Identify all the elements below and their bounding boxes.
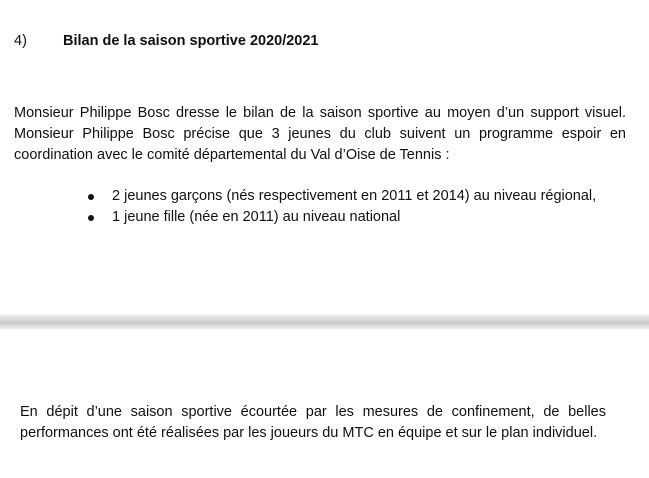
bullet-icon bbox=[88, 194, 94, 200]
paragraph-line: performances ont été réalisées par les joueurs du MTC en équipe et sur le plan individuel. bbox=[20, 425, 598, 441]
paragraph-line: Monsieur Philippe Bosc précise que 3 jeunes du club suivent un programme espoir en bbox=[14, 126, 626, 142]
list-item-text: 1 jeune fille (née en 2011) au niveau national bbox=[112, 209, 401, 225]
section-heading bbox=[14, 33, 319, 49]
page-break-divider bbox=[0, 314, 649, 330]
paragraph-line: coordination avec le comité départemental du Val d’Oise de Tennis : bbox=[14, 147, 450, 163]
list-item bbox=[86, 207, 596, 228]
bullet-list-youth-players bbox=[86, 186, 596, 228]
section-title: Bilan de la saison sportive 2020/2021 bbox=[63, 33, 319, 49]
bullet-icon bbox=[88, 215, 94, 221]
list-item bbox=[86, 186, 596, 207]
list-item-text: 2 jeunes garçons (nés respectivement en 2011 et 2014) au niveau régional, bbox=[112, 188, 597, 204]
paragraph-performances bbox=[20, 402, 606, 444]
paragraph-season-review bbox=[14, 103, 626, 166]
section-number: 4) bbox=[14, 33, 27, 49]
paragraph-line: Monsieur Philippe Bosc dresse le bilan de la saison sportive au moyen d’un support visuel. bbox=[14, 105, 626, 121]
paragraph-line: En dépit d’une saison sportive écourtée par les mesures de confinement, de belles bbox=[20, 404, 606, 420]
